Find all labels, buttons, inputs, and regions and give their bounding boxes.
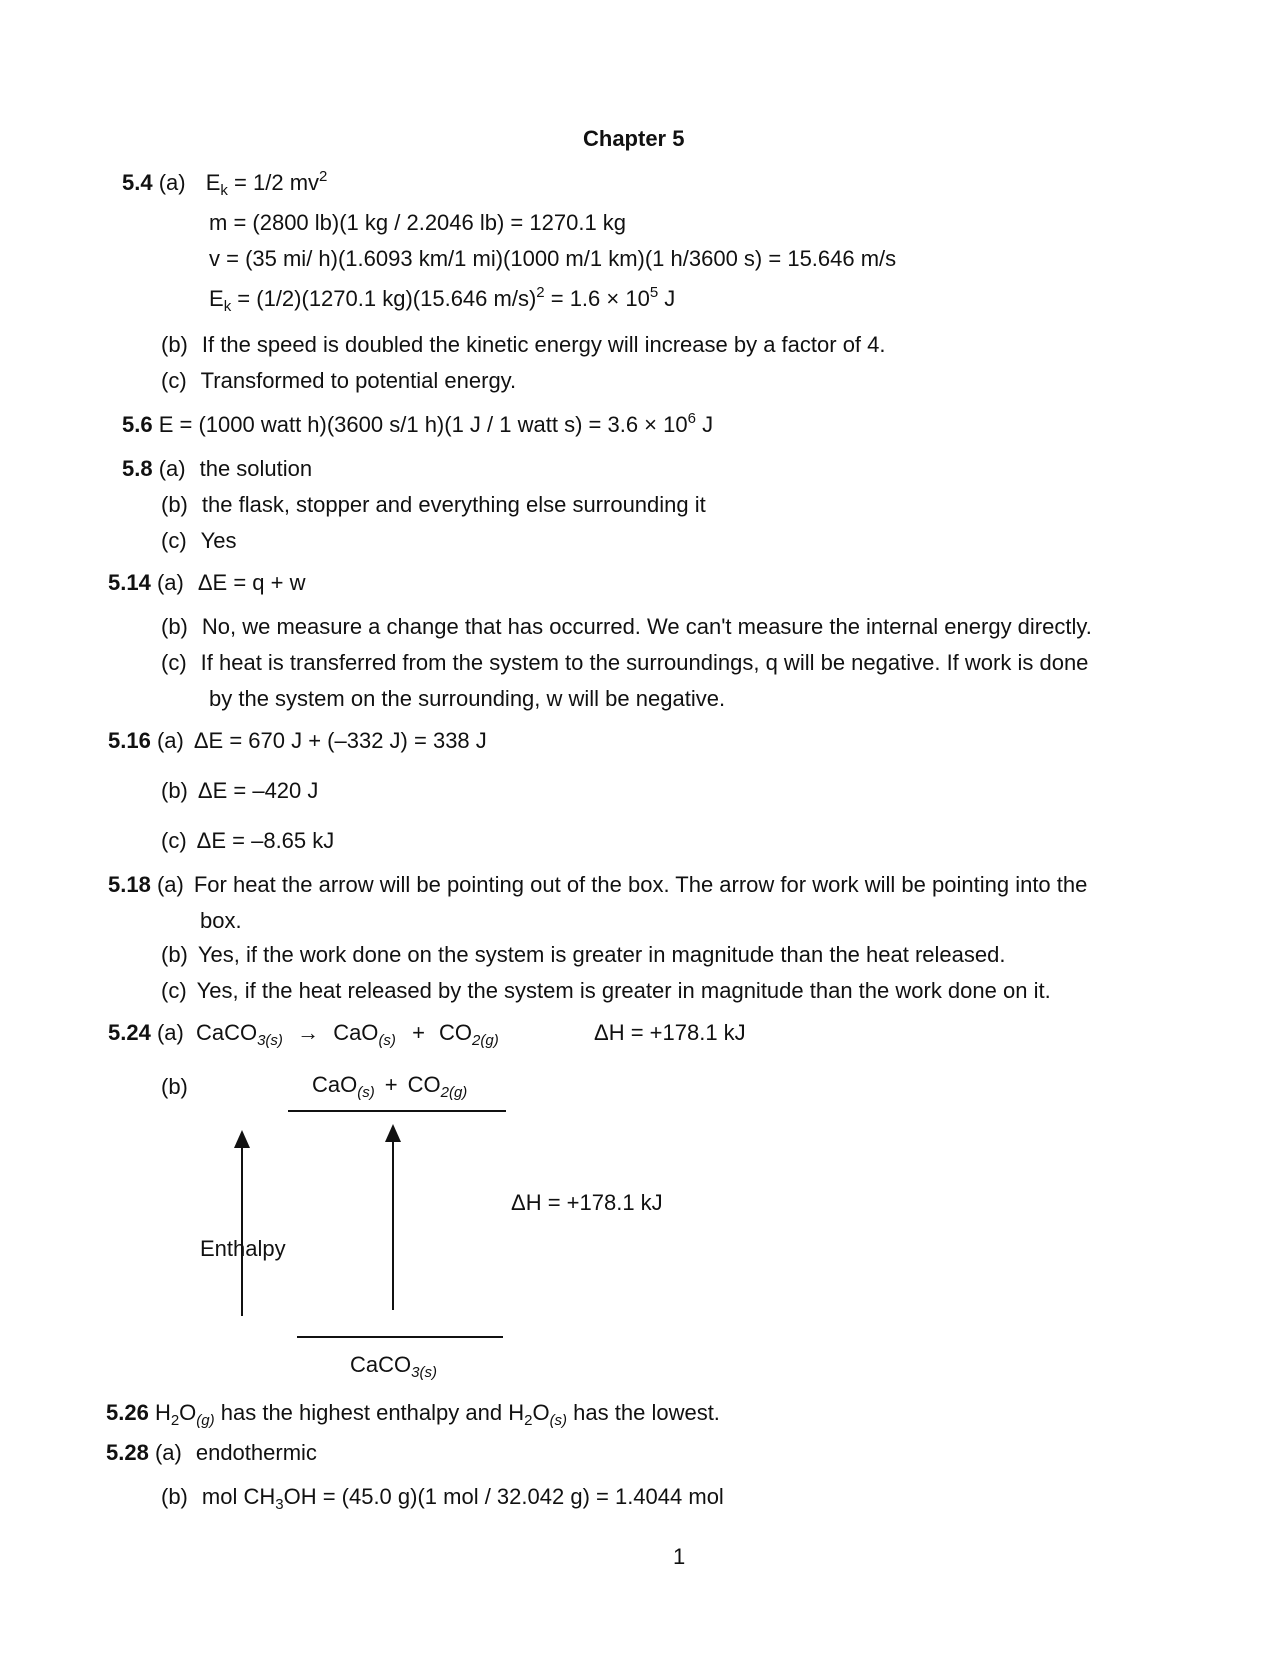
delta-h-arrow-line xyxy=(392,1140,394,1310)
problem-5-16-a: 5.16 (a) ΔE = 670 J + (–332 J) = 338 J xyxy=(108,728,487,753)
reactant: CaCO$_{3(s)}$ xyxy=(195,1020,283,1049)
products-level-line xyxy=(288,1110,506,1112)
problem-5-14-c: (c) If heat is transferred from the system to the surroundings, q will be negative. If work is done xyxy=(161,650,1089,675)
diagram-delta-h-label: ΔH = +178.1 kJ xyxy=(511,1190,663,1215)
reaction-enthalpy: ΔH = +178.1 kJ xyxy=(594,1020,746,1045)
problem-5-4-c: (c) Transformed to potential energy. xyxy=(161,368,517,393)
ek-result-line: $E_k = (1/2)(1270.1$ kg)(15.646 $m/s)^2 = 1.6 \times 10^5$ J xyxy=(209,284,676,315)
problem-5-14-b: (b) No, we measure a change that has occurred. We can't measure the internal energy directly. xyxy=(161,614,1092,639)
reactants-level-line xyxy=(297,1336,503,1338)
problem-5-24-b-label: (b) xyxy=(161,1074,188,1099)
mass-line: m = (2800 lb)(1 kg / 2.2046 lb) = 1270.1 kg xyxy=(209,210,627,235)
problem-5-28-a: 5.28 (a) endothermic xyxy=(106,1440,317,1465)
problem-5-8-b: (b) the flask, stopper and everything else surrounding it xyxy=(161,492,706,517)
product-cao: CaO$_{(s)}$ xyxy=(333,1020,396,1049)
problem-5-4-b: (b) If the speed is doubled the kinetic energy will increase by a factor of 4. xyxy=(161,332,886,357)
problem-5-16-c: (c) ΔE = –8.65 kJ xyxy=(161,828,335,853)
reaction-arrow: → xyxy=(297,1020,320,1045)
problem-5-18-c: (c) Yes, if the heat released by the system is greater in magnitude than the work done on it. xyxy=(161,978,1051,1003)
diagram-products-label: $CaO_{(s)} + CO_{2(g)}$ xyxy=(312,1072,468,1101)
problem-5-18-b: (b) Yes, if the work done on the system is greater in magnitude than the heat released. xyxy=(161,942,1006,967)
enthalpy-axis-label: Enthalpy xyxy=(200,1236,286,1261)
velocity-line: v = (35 mi/ h)(1.6093 km/1 mi)(1000 m/1 km)(1 h/3600 s) = 15.646 m/s xyxy=(209,246,897,271)
problem-5-14-c-cont: by the system on the surrounding, w will be negative. xyxy=(209,686,726,711)
problem-5-18-a-cont: box. xyxy=(200,908,242,933)
problem-5-18-a: 5.18 (a) For heat the arrow will be pointing out of the box. The arrow for work will be pointing into the xyxy=(108,872,1088,897)
problem-5-14-a: 5.14 (a) ΔE = q + w xyxy=(108,570,306,595)
page-number: 1 xyxy=(673,1544,686,1569)
problem-5-24-a: 5.24 (a) CaCO$_{3(s)}$ → $CaO_{(s)} + CO_{2(g)}$ xyxy=(108,1020,499,1049)
problem-5-8-c: (c) Yes xyxy=(161,528,237,553)
problem-5-16-b: (b) ΔE = –420 J xyxy=(161,778,319,803)
page-title: Chapter 5 xyxy=(583,126,685,151)
ek-formula: $E_k = 1/2$ $mv^2$ xyxy=(205,168,328,199)
problem-5-28-b: (b) mol $CH_3OH = (45.0$ g)(1 mol / 32.042 g) = 1.4044 mol xyxy=(161,1484,724,1513)
diagram-reactants-label: CaCO$_{3(s)}$ xyxy=(350,1352,437,1381)
problem-5-6: 5.6 E = (1000 watt h)(3600 s/1 h)(1 J / 1 watt $s) = 3.6 \times 10^6$ J xyxy=(122,410,714,437)
problem-number: 5.4 xyxy=(122,170,153,195)
product-co2: $CO_{2(g)}$ xyxy=(439,1020,499,1049)
enthalpy-axis-line xyxy=(241,1146,243,1316)
problem-5-26: 5.26 $H_2O_{(g)}$ has the highest enthalpy and $H_2O_{(s)}$ has the lowest. xyxy=(106,1400,720,1429)
problem-5-8-a: 5.8 (a) the solution xyxy=(122,456,313,481)
problem-5-4-a xyxy=(122,168,328,199)
part-label: (a) xyxy=(158,170,186,195)
